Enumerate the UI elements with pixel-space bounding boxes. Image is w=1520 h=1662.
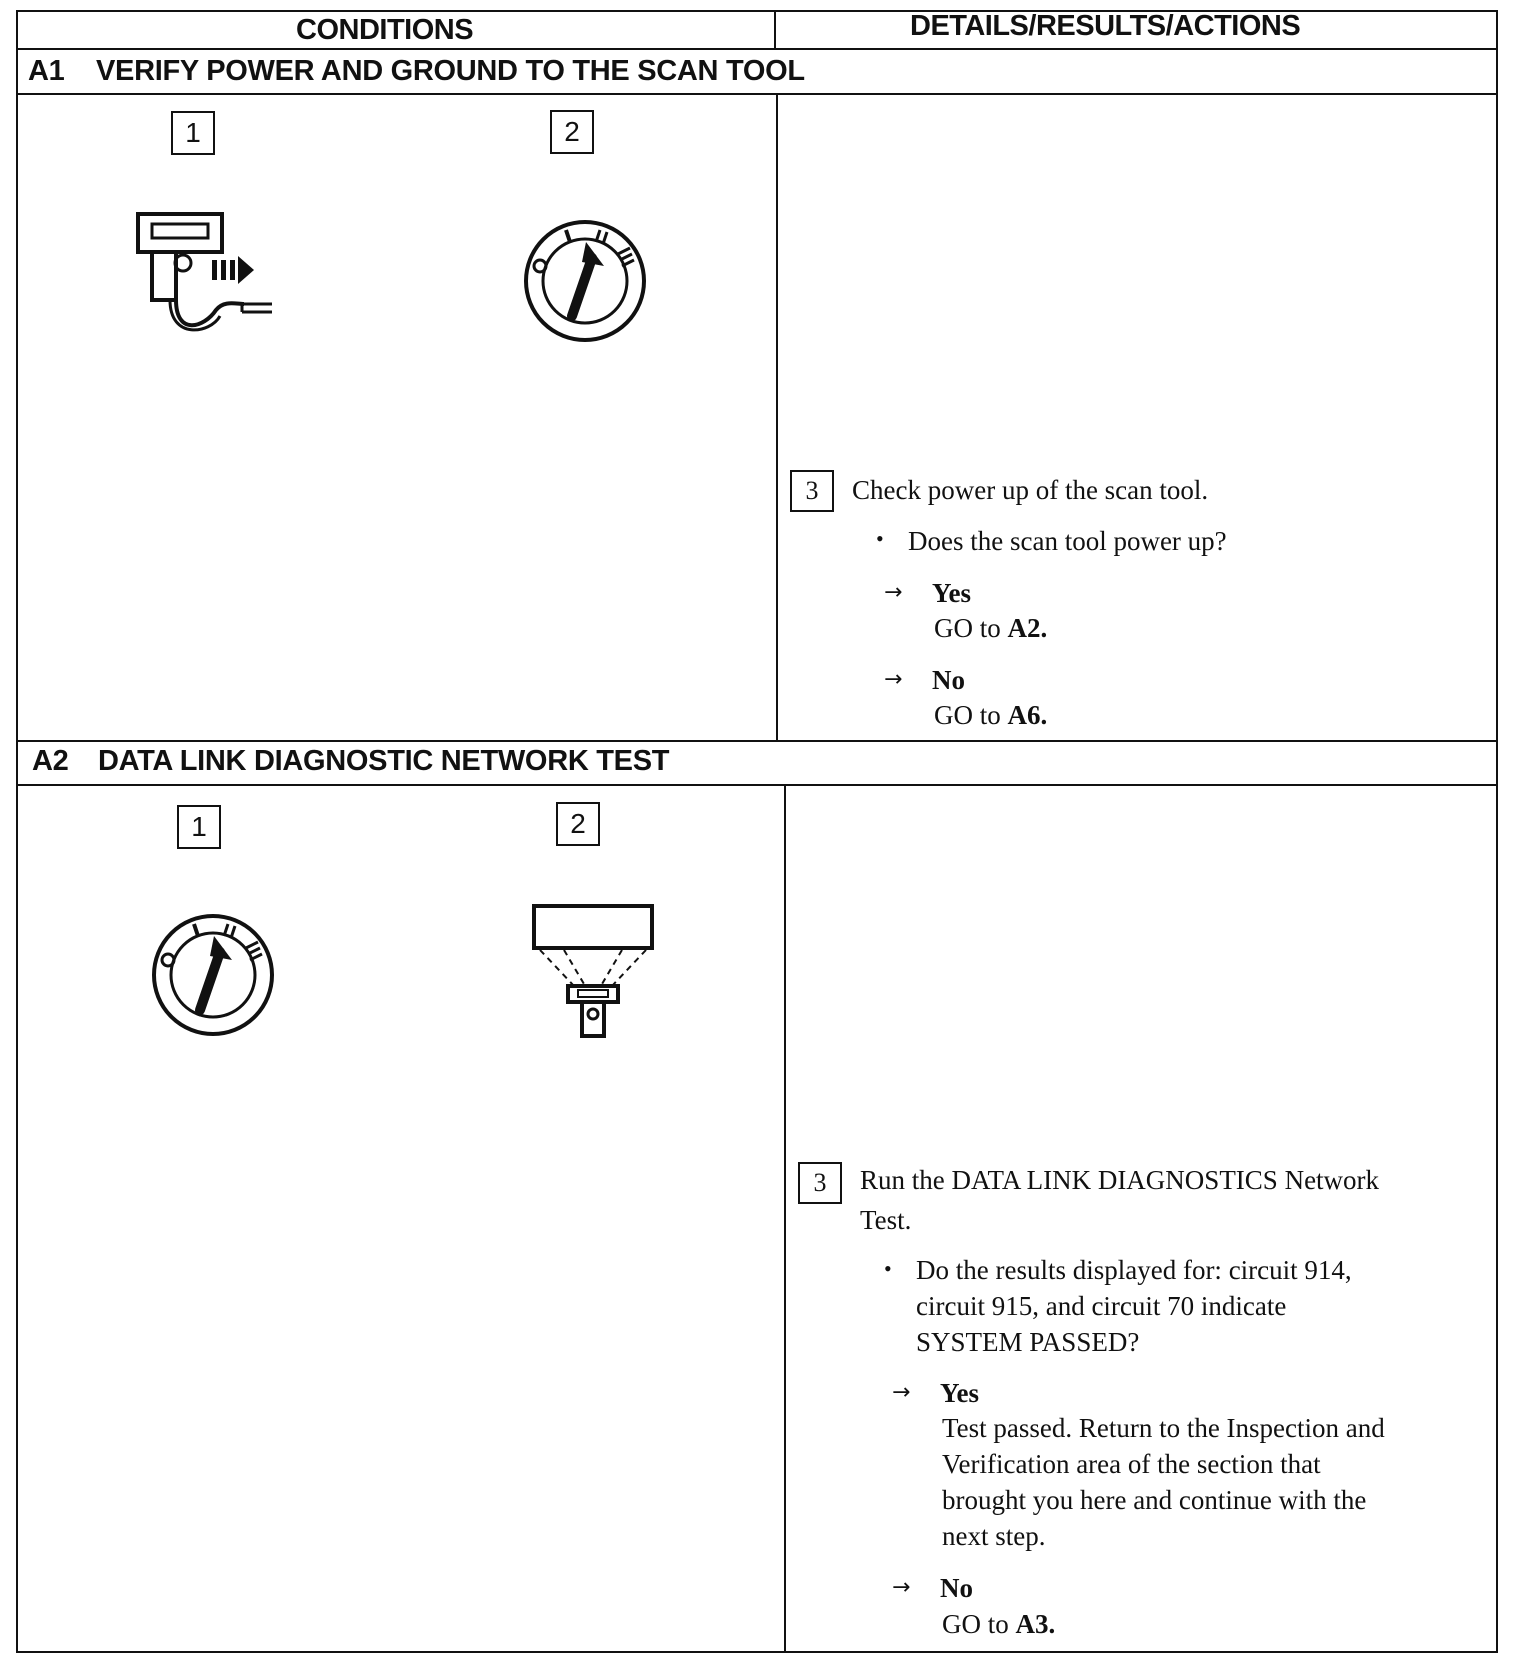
a2-yes-line1: Test passed. Return to the Inspection and [942, 1413, 1385, 1443]
conditions-header: CONDITIONS [296, 14, 474, 46]
a2-title: DATA LINK DIAGNOSTIC NETWORK TEST [98, 745, 670, 777]
a1-no-result [934, 697, 1047, 733]
a1-title: VERIFY POWER AND GROUND TO THE SCAN TOOL [96, 55, 805, 87]
ignition-key-icon [150, 912, 276, 1038]
a2-no-label: No [940, 1573, 973, 1603]
a1-no-target: A6. [1007, 700, 1048, 730]
a2-question-line1: Do the results displayed for: circuit 914, [916, 1255, 1352, 1285]
a2-no-result [942, 1606, 1055, 1642]
a1-yes-arrow-icon: → [884, 580, 903, 605]
a2-step-2: 2 [556, 802, 600, 846]
a2-instruction-line1: Run the DATA LINK DIAGNOSTICS Network [860, 1165, 1380, 1195]
details-header: DETAILS/RESULTS/ACTIONS [910, 10, 1301, 42]
a1-no-go: GO to [934, 700, 1001, 730]
a1-section-title [28, 55, 805, 88]
a1-id: A1 [28, 55, 65, 87]
a2-title-divider [16, 784, 1498, 786]
a2-no-target: A3. [1015, 1609, 1056, 1639]
a2-step-3: 3 [798, 1162, 842, 1204]
a1-no-arrow-icon: → [884, 667, 903, 692]
a1-step-3: 3 [790, 470, 834, 512]
a1-no-label: No [932, 665, 965, 695]
a1-question: Does the scan tool power up? [908, 526, 1227, 556]
a2-yes-line2: Verification area of the section that [942, 1449, 1321, 1479]
a2-instruction-line2: Test. [860, 1205, 912, 1235]
a1-title-divider [16, 93, 1498, 95]
a2-step-1: 1 [177, 805, 221, 849]
a2-section-title [32, 745, 669, 778]
a2-bullet: • [884, 1256, 892, 1281]
scan-tool-screen-icon [530, 902, 656, 1042]
scan-tool-connect-icon [130, 208, 280, 338]
a2-yes-line3: brought you here and continue with the [942, 1485, 1367, 1515]
a2-id: A2 [32, 745, 69, 777]
a2-yes-line4: next step. [942, 1521, 1046, 1551]
a2-column-divider [784, 784, 786, 1653]
a2-yes-arrow-icon: → [892, 1380, 911, 1405]
header-column-divider [774, 10, 776, 50]
ignition-key-icon [522, 218, 648, 344]
a2-question-line2: circuit 915, and circuit 70 indicate [916, 1291, 1287, 1321]
a1-yes-label: Yes [932, 578, 971, 608]
a1-bullet: • [876, 526, 884, 551]
a1-yes-go: GO to [934, 613, 1001, 643]
a1-bottom-divider [16, 740, 1498, 742]
a1-column-divider [776, 93, 778, 742]
a2-question-line3: SYSTEM PASSED? [916, 1327, 1140, 1357]
a1-yes-target: A2. [1007, 613, 1048, 643]
a1-yes-result [934, 610, 1047, 646]
a2-yes-label: Yes [940, 1378, 979, 1408]
a2-no-arrow-icon: → [892, 1575, 911, 1600]
a1-instruction: Check power up of the scan tool. [852, 475, 1209, 505]
header-divider [16, 48, 1498, 50]
a1-step-2: 2 [550, 110, 594, 154]
a2-no-go: GO to [942, 1609, 1009, 1639]
a1-step-1: 1 [171, 111, 215, 155]
